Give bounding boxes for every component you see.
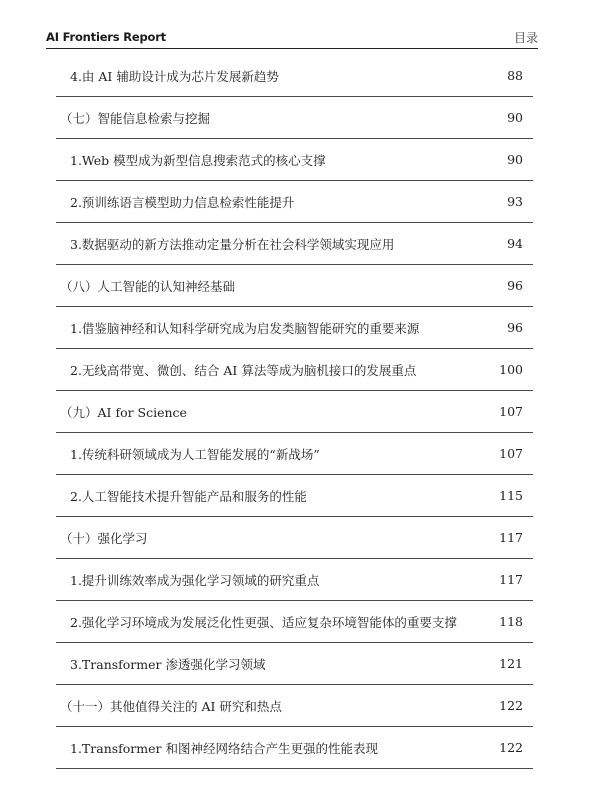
toc-entry-label: （七）智能信息检索与挖掘 <box>60 110 211 126</box>
toc-page-number: 93 <box>507 194 523 209</box>
toc-entry-label: （八）人工智能的认知神经基础 <box>60 278 236 294</box>
toc-page-number: 88 <box>507 68 523 83</box>
toc-entry-label: 4.由 AI 辅助设计成为芯片发展新趋势 <box>70 68 279 84</box>
toc-subsection-entry[interactable] <box>56 139 533 181</box>
toc-page-number: 121 <box>499 656 523 671</box>
header-divider <box>46 48 538 49</box>
toc-page-number: 122 <box>499 740 523 755</box>
toc-section-entry[interactable] <box>56 685 533 727</box>
toc-page-number: 90 <box>507 152 523 167</box>
toc-subsection-entry[interactable] <box>56 223 533 265</box>
toc-entry-label: 2.强化学习环境成为发展泛化性更强、适应复杂环境智能体的重要支撑 <box>70 614 457 630</box>
toc-entry-label: 2.人工智能技术提升智能产品和服务的性能 <box>70 488 307 504</box>
toc-page-number: 115 <box>499 488 523 503</box>
toc-page-number: 107 <box>499 446 523 461</box>
toc-subsection-entry[interactable] <box>56 601 533 643</box>
toc-page-number: 100 <box>499 362 523 377</box>
toc-subsection-entry[interactable] <box>56 643 533 685</box>
toc-page-number: 96 <box>507 320 523 335</box>
toc-page-number: 117 <box>499 530 523 545</box>
toc-page-number: 94 <box>507 236 523 251</box>
toc-entry-label: （十）强化学习 <box>60 530 148 546</box>
toc-section-entry[interactable] <box>56 391 533 433</box>
toc-entry-label: 2.无线高带宽、微创、结合 AI 算法等成为脑机接口的发展重点 <box>70 362 417 378</box>
toc-page-number: 96 <box>507 278 523 293</box>
toc-section-entry[interactable] <box>56 97 533 139</box>
toc-entry-label: 3.Transformer 渗透强化学习领域 <box>70 656 266 672</box>
toc-subsection-entry[interactable] <box>56 559 533 601</box>
toc-entry-label: 1.借鉴脑神经和认知科学研究成为启发类脑智能研究的重要来源 <box>70 320 420 336</box>
toc-page-number: 117 <box>499 572 523 587</box>
table-of-contents <box>56 55 533 769</box>
toc-subsection-entry[interactable] <box>56 727 533 769</box>
section-label-contents: 目录 <box>513 30 538 45</box>
toc-page-number: 90 <box>507 110 523 125</box>
toc-entry-label: （十一）其他值得关注的 AI 研究和热点 <box>60 698 282 714</box>
toc-entry-label: 1.Transformer 和图神经网络结合产生更强的性能表现 <box>70 740 378 756</box>
toc-entry-label: （九）AI for Science <box>60 404 187 420</box>
toc-subsection-entry[interactable] <box>56 349 533 391</box>
report-title: AI Frontiers Report <box>46 30 166 44</box>
toc-section-entry[interactable] <box>56 265 533 307</box>
toc-entry-label: 1.传统科研领域成为人工智能发展的“新战场” <box>70 446 320 462</box>
toc-entry-label: 2.预训练语言模型助力信息检索性能提升 <box>70 194 295 210</box>
toc-subsection-entry[interactable] <box>56 55 533 97</box>
toc-subsection-entry[interactable] <box>56 475 533 517</box>
toc-entry-label: 1.提升训练效率成为强化学习领域的研究重点 <box>70 572 320 588</box>
toc-subsection-entry[interactable] <box>56 433 533 475</box>
toc-section-entry[interactable] <box>56 517 533 559</box>
toc-page-number: 118 <box>499 614 523 629</box>
toc-page-number: 107 <box>499 404 523 419</box>
toc-entry-label: 3.数据驱动的新方法推动定量分析在社会科学领域实现应用 <box>70 236 395 252</box>
toc-entry-label: 1.Web 模型成为新型信息搜索范式的核心支撑 <box>70 152 326 168</box>
page-header <box>46 27 538 47</box>
toc-subsection-entry[interactable] <box>56 181 533 223</box>
toc-page-number: 122 <box>499 698 523 713</box>
toc-subsection-entry[interactable] <box>56 307 533 349</box>
